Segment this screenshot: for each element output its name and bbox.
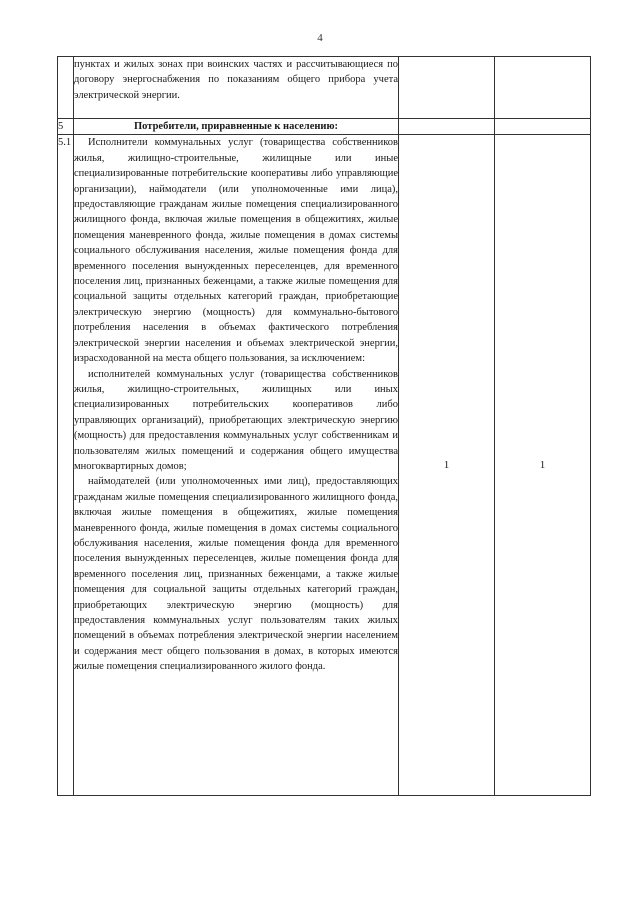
item-text-cell	[74, 135, 399, 796]
item-number: 5.1	[58, 135, 74, 796]
continuation-text: пунктах и жилых зонах при воинских частях и рассчитывающиеся по договору энергоснабжения по показаниям общего прибора учета электрической энергии.	[74, 59, 398, 101]
item-paragraph: исполнителей коммунальных услуг (товарищества собственников жилья, жилищно-строительных, жилищных или иных специализированных потребительских кооперативов либо управляющих организаций), приобретающих электрическую энергию (мощность) для предоставления коммунальных услуг собственникам и пользователям жилых помещений и содержания общего имущества многоквартирных домов;	[74, 368, 398, 472]
item-value-1: 1	[399, 135, 495, 796]
value-cell-1	[399, 119, 495, 135]
section-number: 5	[58, 119, 74, 135]
table-row-item	[58, 135, 591, 796]
row-text-cell	[74, 57, 399, 119]
value-cell-2	[495, 119, 591, 135]
item-value-2: 1	[495, 135, 591, 796]
value-cell-2	[495, 57, 591, 119]
page-number: 4	[317, 32, 323, 44]
value-cell-1	[399, 57, 495, 119]
row-number-cell	[58, 57, 74, 119]
tariff-table	[57, 56, 591, 796]
item-paragraph: наймодателей (или уполномоченных ими лиц), предоставляющих гражданам жилые помещения специализированного жилищного фонда, включая жилые помещения в общежитиях, жилые помещения маневренного фонда, жилые помещения в домах системы социального обслуживания населения, жилые помещения фонда для временного поселения вынужденных переселенцев, жилые помещения фонда для временного поселения лиц, признанных беженцами, а также жилые помещения для социальной защиты отдельных категорий граждан, приобретающих электрическую энергию (мощность) для предоставления коммунальных услуг пользователям таких жилых помещений в объемах потребления электрической энергии населением и содержания мест общего пользования в домах, в которых имеются жилые помещения специализированного жилого фонда.	[74, 476, 398, 673]
table-row-continuation	[58, 57, 591, 119]
section-title: Потребители, приравненные к населению:	[74, 119, 399, 135]
item-paragraph: Исполнители коммунальных услуг (товарищества собственников жилья, жилищно-строительные, жилищные или иные специализированные потребительские кооперативы либо управляющие организации), наймодатели (или уполномоченные ими лица), предоставляющие гражданам жилые помещения специализированного жилищного фонда, включая жилые помещения в общежитиях, жилые помещения маневренного фонда, жилые помещения в домах системы социального обслуживания населения, жилые помещения фонда для временного поселения вынужденных переселенцев, для временного поселения лиц, признанных беженцами, а также жилые помещения для социальной защиты отдельных категорий граждан, приобретающие электрическую энергию (мощность) для коммунально-бытового потребления населения в объемах фактического потребления электрической энергии населения и объемах электрической энергии, израсходованной на места общего пользования, за исключением:	[74, 137, 398, 365]
table-row-section	[58, 119, 591, 135]
